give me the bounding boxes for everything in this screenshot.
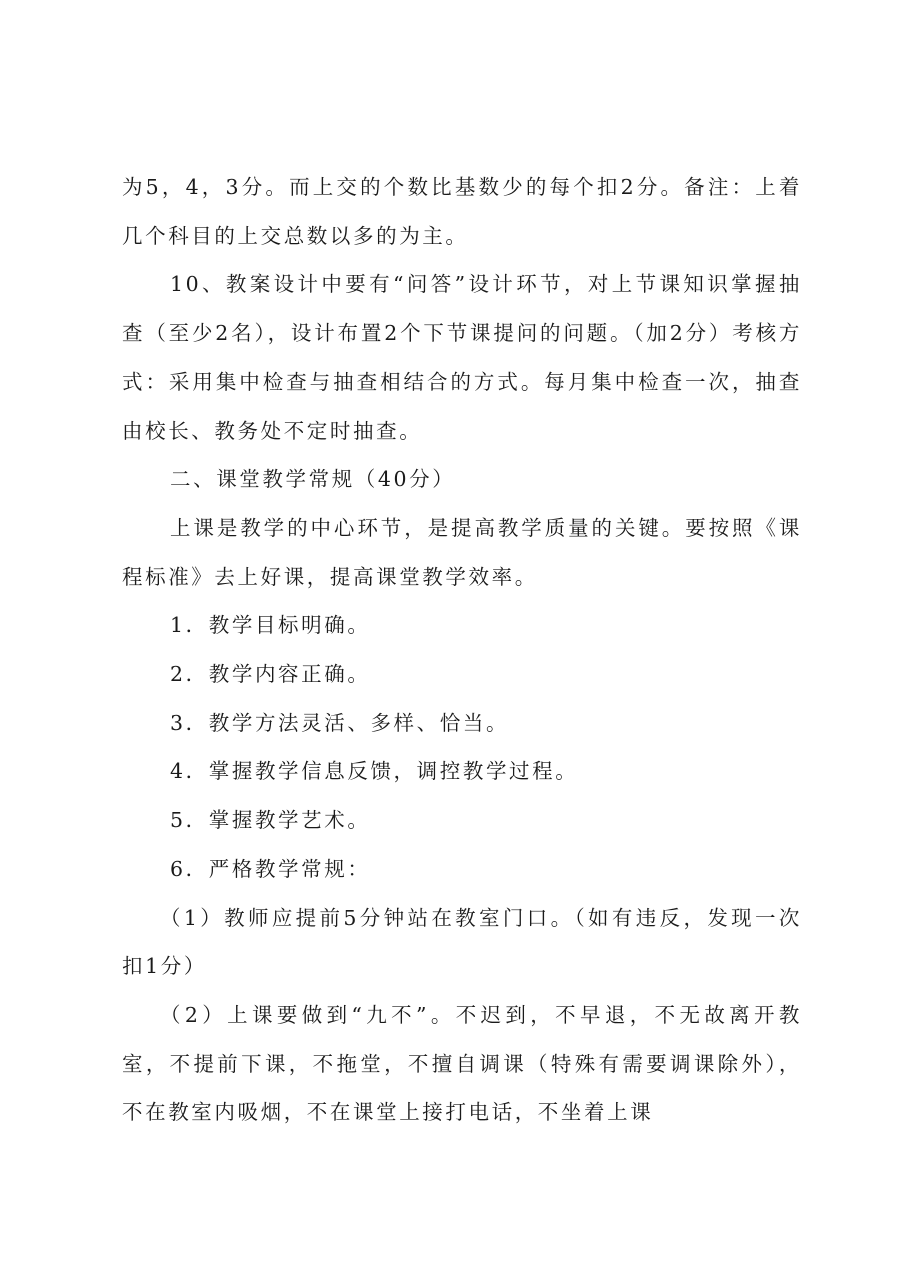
list-item-1: 1．教学目标明确。 — [170, 613, 371, 638]
list-item-6: 6．严格教学常规： — [170, 856, 371, 881]
section-heading-classroom-routine: 二、课堂教学常规（40分） — [170, 467, 456, 492]
list-item-5: 5．掌握教学艺术。 — [170, 808, 371, 833]
sub-item-1: （1）教师应提前5分钟站在教室门口。（如有违反，发现一次扣1分） — [122, 905, 802, 979]
document-body — [122, 163, 802, 1137]
list-item-4: 4．掌握教学信息反馈，调控教学过程。 — [170, 759, 579, 784]
sub-item-2: （2）上课要做到“九不”。不迟到，不早退，不无故离开教室，不提前下课，不拖堂，不擅自调课（特殊有需要调课除外），不在教室内吸烟，不在课堂上接打电话，不坐着上课 — [122, 1002, 802, 1125]
paragraph-scoring-note: 为5，4，3分。而上交的个数比基数少的每个扣2分。备注：上着几个科目的上交总数以多的为主。 — [122, 175, 802, 248]
list-item-3: 3．教学方法灵活、多样、恰当。 — [170, 710, 510, 735]
paragraph-lesson-plan-qa: 10、教案设计中要有“问答”设计环节，对上节课知识掌握抽查（至少2名），设计布置2个下节课提问的问题。（加2分）考核方式：采用集中检查与抽查相结合的方式。每月集中检查一次，抽查由校长、教务处不定时抽查。 — [122, 272, 802, 443]
paragraph-classroom-intro: 上课是教学的中心环节，是提高教学质量的关键。要按照《课程标准》去上好课，提高课堂教学效率。 — [122, 515, 802, 589]
list-item-2: 2．教学内容正确。 — [170, 662, 371, 687]
